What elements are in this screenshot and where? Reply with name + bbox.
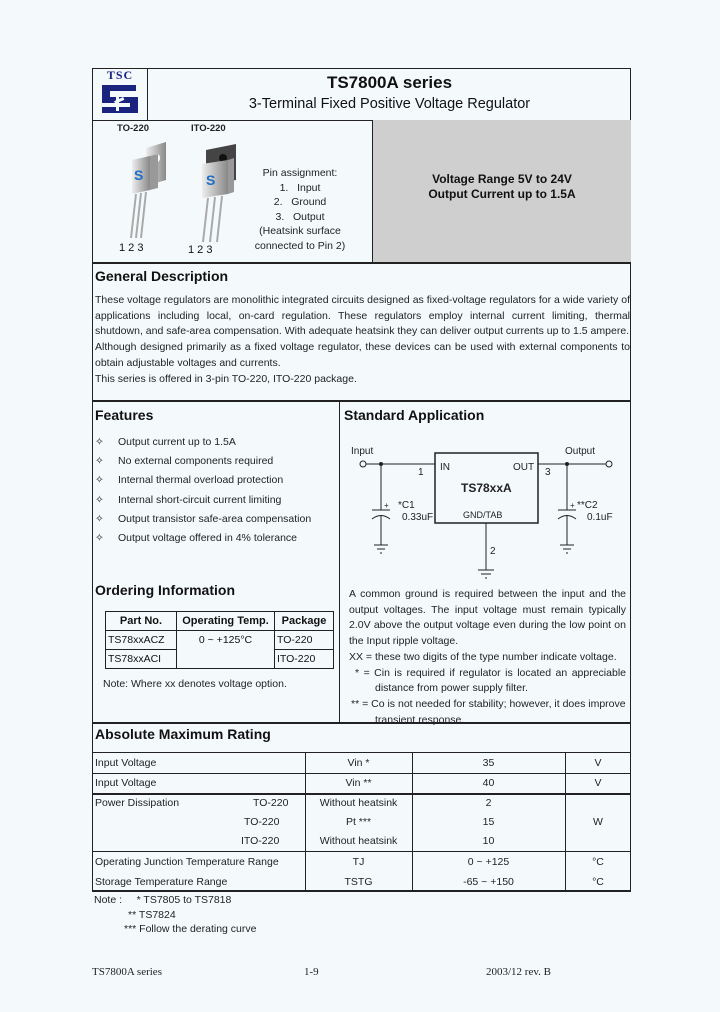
col-operating-temp: Operating Temp. [177,612,275,631]
ordering-note: Note: Where xx denotes voltage option. [103,678,287,690]
package: ITO-220 [275,650,334,669]
pin-in-label: IN [440,462,450,473]
app-note-4: ** = Co is not needed for stability; however, it does improve transient response. [351,697,626,726]
pin1-number: 1 [418,467,424,478]
page-title: TS7800A series [326,73,453,92]
abs-note-2: ** TS7824 [128,909,176,921]
part-no: TS78xxACZ [106,631,177,650]
abs-max-top-border [92,752,631,753]
c1-plus: + [384,501,389,510]
table-row [106,631,334,650]
tsc-logo [96,69,144,119]
standard-application-heading: Standard Application [344,407,485,423]
to220-pin-numbers: 1 2 3 [119,242,144,254]
c1-value: 0.33uF [402,512,434,523]
pin2-number: 2 [490,546,496,557]
c1-label: *C1 [398,500,415,511]
logo-text: TSC [106,68,134,82]
footer-revision: 2003/12 rev. B [486,966,551,978]
row-divider [92,793,631,795]
package: TO-220 [275,631,334,650]
footer-series: TS7800A series [92,966,162,978]
pin-gnd-label: GND/TAB [463,510,503,520]
ito220-pin-numbers: 1 2 3 [188,244,213,256]
features-list [95,436,335,551]
ito220-package-icon [190,140,250,244]
row-divider [92,891,631,892]
feature-item: ✧ Output current up to 1.5A [95,436,236,448]
diamond-bullet-icon: ✧ [95,493,104,506]
desc-paragraph-3: This series is offered in 3-pin TO-220, ITO-220 package. [95,372,357,385]
pin3-number: 3 [545,467,551,478]
diamond-bullet-icon: ✧ [95,455,104,468]
application-circuit-diagram [340,430,635,585]
abs-note-1: Note : * TS7805 to TS7818 [94,894,232,906]
diamond-bullet-icon: ✧ [95,474,104,487]
to220-package-icon [120,140,180,240]
feature-item: ✧ Output voltage offered in 4% tolerance [95,531,298,544]
features-heading: Features [95,407,154,423]
output-label: Output [565,446,596,457]
c2-label: **C2 [577,500,598,511]
feature-item: ✧ Output transistor safe-area compensation [95,512,312,525]
col-part-no: Part No. [106,612,177,631]
app-note-3: * = Cin is required if regulator is located an appreciable distance from power supply filter. [355,666,626,695]
column-divider [339,400,340,722]
pin-3: 3. Output [275,210,325,223]
c2-plus: + [570,501,575,510]
feature-item: ✧ No external components required [95,455,274,468]
feature-item: ✧ Internal thermal overload protection [95,474,284,487]
tsc-logo-icon [96,81,144,117]
pkg-to220-label: TO-220 [117,123,150,134]
abs-note-3: *** Follow the derating curve [124,923,257,935]
page-subtitle: 3-Terminal Fixed Positive Voltage Regulator [248,96,531,112]
pin-out-label: OUT [513,462,535,473]
voltage-range: Voltage Range 5V to 24V [432,172,572,186]
highlight-box [372,120,631,262]
input-label: Input [351,446,374,457]
ic-name: TS78xxA [461,481,512,495]
diamond-bullet-icon: ✧ [95,531,104,544]
heatsink-note-2: connected to Pin 2) [254,239,346,252]
pin-1: 1. Input [279,181,321,194]
general-description-body [95,293,630,387]
ordering-header-row [106,612,334,631]
application-notes [349,587,626,728]
svg-text:S: S [134,167,144,183]
desc-paragraph-2: Although designed primarily as a fixed voltage regulator, these devices can be used with external components to obtain adjustable voltages and currents. [95,341,630,369]
row-divider [92,851,631,852]
c2-value: 0.1uF [587,512,613,523]
pin-assignment [250,166,350,253]
ordering-heading: Ordering Information [95,582,235,598]
pin-assignment-title: Pin assignment: [262,167,338,179]
heatsink-note-1: (Heatsink surface [259,225,341,237]
row-divider [92,773,631,774]
desc-paragraph-1: These voltage regulators are monolithic integrated circuits designed as fixed-voltage regulators for a wide variety of applications including local, on-card regulation. These regulators employ internal current limiting, thermal shutdown, and safe-area compensation. With adequate heatsink they can deliver output currents up to 1.5 ampere. [95,294,630,338]
section-divider-2 [92,400,631,402]
app-note-2: XX = these two digits of the type number indicate voltage. [349,650,617,663]
section-divider-3 [92,722,631,724]
part-no: TS78xxACI [106,650,177,669]
footer-page-number: 1-9 [304,966,319,978]
feature-item: ✧ Internal short-circuit current limiting [95,493,282,506]
pkg-ito220-label: ITO-220 [191,123,226,134]
operating-temp: 0 ~ +125°C [177,631,275,669]
abs-max-heading: Absolute Maximum Rating [95,726,271,742]
diamond-bullet-icon: ✧ [95,512,104,525]
col-package: Package [275,612,334,631]
app-note-1: A common ground is required between the input and the output voltages. The input voltage must remain typically 2.0V above the output voltage even during the low point on the Input ripple voltage. [349,588,626,648]
output-current: Output Current up to 1.5A [428,187,576,201]
diamond-bullet-icon: ✧ [95,436,104,448]
ordering-table [105,611,334,669]
pin-2: 2. Ground [273,196,327,208]
svg-text:S: S [206,172,216,188]
section-divider-1 [92,262,631,264]
general-description-heading: General Description [95,268,229,284]
